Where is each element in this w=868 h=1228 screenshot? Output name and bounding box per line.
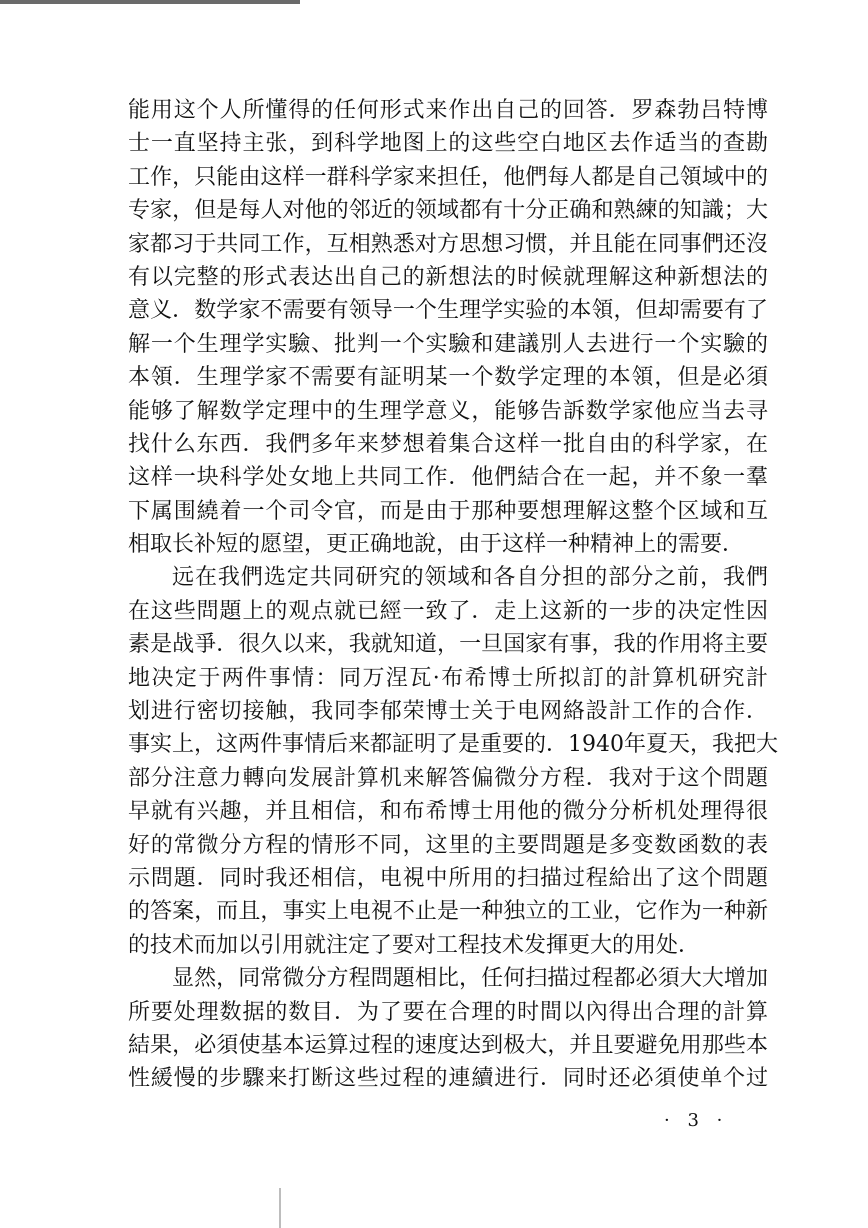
page-number: · 3 · <box>664 1110 729 1131</box>
text-line: 事实上，这两件事情后来都証明了是重要的．1940年夏天，我把大 <box>128 732 778 758</box>
body-text <box>128 94 778 1096</box>
text-line: 結果，必須使基本运算过程的速度达到极大，并且要避免用那些本 <box>128 1032 768 1058</box>
text-line: 所要处理数据的数目．为了要在合理的时間以內得出合理的計算 <box>128 999 768 1025</box>
top-rule-line <box>0 0 300 4</box>
text-line: 意义．数学家不需要有领导一个生理学实验的本領，但却需要有了 <box>128 298 768 324</box>
text-line: 的答案，而且，事实上电視不止是一种独立的工业，它作为一种新 <box>128 899 768 925</box>
paragraph-start-line: 远在我們选定共同研究的领域和各自分担的部分之前，我們 <box>172 565 768 591</box>
text-line: 家都习于共同工作，互相熟悉对方思想习惯，并且能在同事們还沒 <box>128 231 768 257</box>
text-line: 下属围繞着一个司令官，而是由于那种要想理解这整个区域和互 <box>128 498 768 524</box>
binding-mark <box>279 1188 281 1228</box>
text-line: 专家，但是每人对他的邻近的领域都有十分正确和熟練的知識；大 <box>128 198 768 224</box>
text-line: 有以完整的形式表达出自己的新想法的时候就理解这种新想法的 <box>128 264 768 290</box>
text-line: 本領．生理学家不需要有証明某一个数学定理的本領，但是必須 <box>128 365 768 391</box>
paragraph-start-line: 显然，同常微分方程問題相比，任何扫描过程都必須大大增加 <box>172 966 768 992</box>
text-line: 找什么东西．我們多年来梦想着集合这样一批自由的科学家，在 <box>128 431 768 457</box>
text-line: 工作，只能由这样一群科学家来担任，他們每人都是自己領域中的 <box>128 164 768 190</box>
text-line: 素是战爭．很久以来，我就知道，一旦国家有事，我的作用将主要 <box>128 632 768 658</box>
text-line: 性緩慢的步驟来打断这些过程的連續进行．同时还必須使单个过 <box>128 1066 768 1092</box>
text-line: 能够了解数学定理中的生理学意义，能够告訴数学家他应当去寻 <box>128 398 768 424</box>
text-line: 解一个生理学实驗、批判一个实驗和建議別人去进行一个实驗的 <box>128 331 768 357</box>
text-line: 士一直坚持主张，到科学地图上的这些空白地区去作适当的查勘 <box>128 131 768 157</box>
text-line: 在这些問題上的观点就已經一致了．走上这新的一步的决定性因 <box>128 598 768 624</box>
text-line: 的技术而加以引用就注定了要对工程技术发揮更大的用处． <box>128 932 701 958</box>
text-line: 相取长补短的愿望，更正确地說，由于这样一种精神上的需要． <box>128 532 745 558</box>
text-line: 示問題．同时我还相信，电視中所用的扫描过程給出了这个問題 <box>128 865 768 891</box>
text-line: 地决定于两件事情：同万涅瓦·布希博士所拟訂的計算机研究計 <box>128 665 768 691</box>
text-line: 划进行密切接触，我同李郁荣博士关于电网絡設計工作的合作． <box>128 699 768 725</box>
text-line: 好的常微分方程的情形不同，这里的主要問題是多变数函数的表 <box>128 832 768 858</box>
text-line: 部分注意力轉向发展計算机来解答偏微分方程．我对于这个問題 <box>128 765 768 791</box>
text-line: 能用这个人所懂得的任何形式来作出自己的回答．罗森勃吕特博 <box>128 98 768 123</box>
text-line: 早就有兴趣，并且相信，和布希博士用他的微分分析机处理得很 <box>128 799 768 825</box>
text-line: 这样一块科学处女地上共同工作．他們結合在一起，并不象一羣 <box>128 465 768 491</box>
